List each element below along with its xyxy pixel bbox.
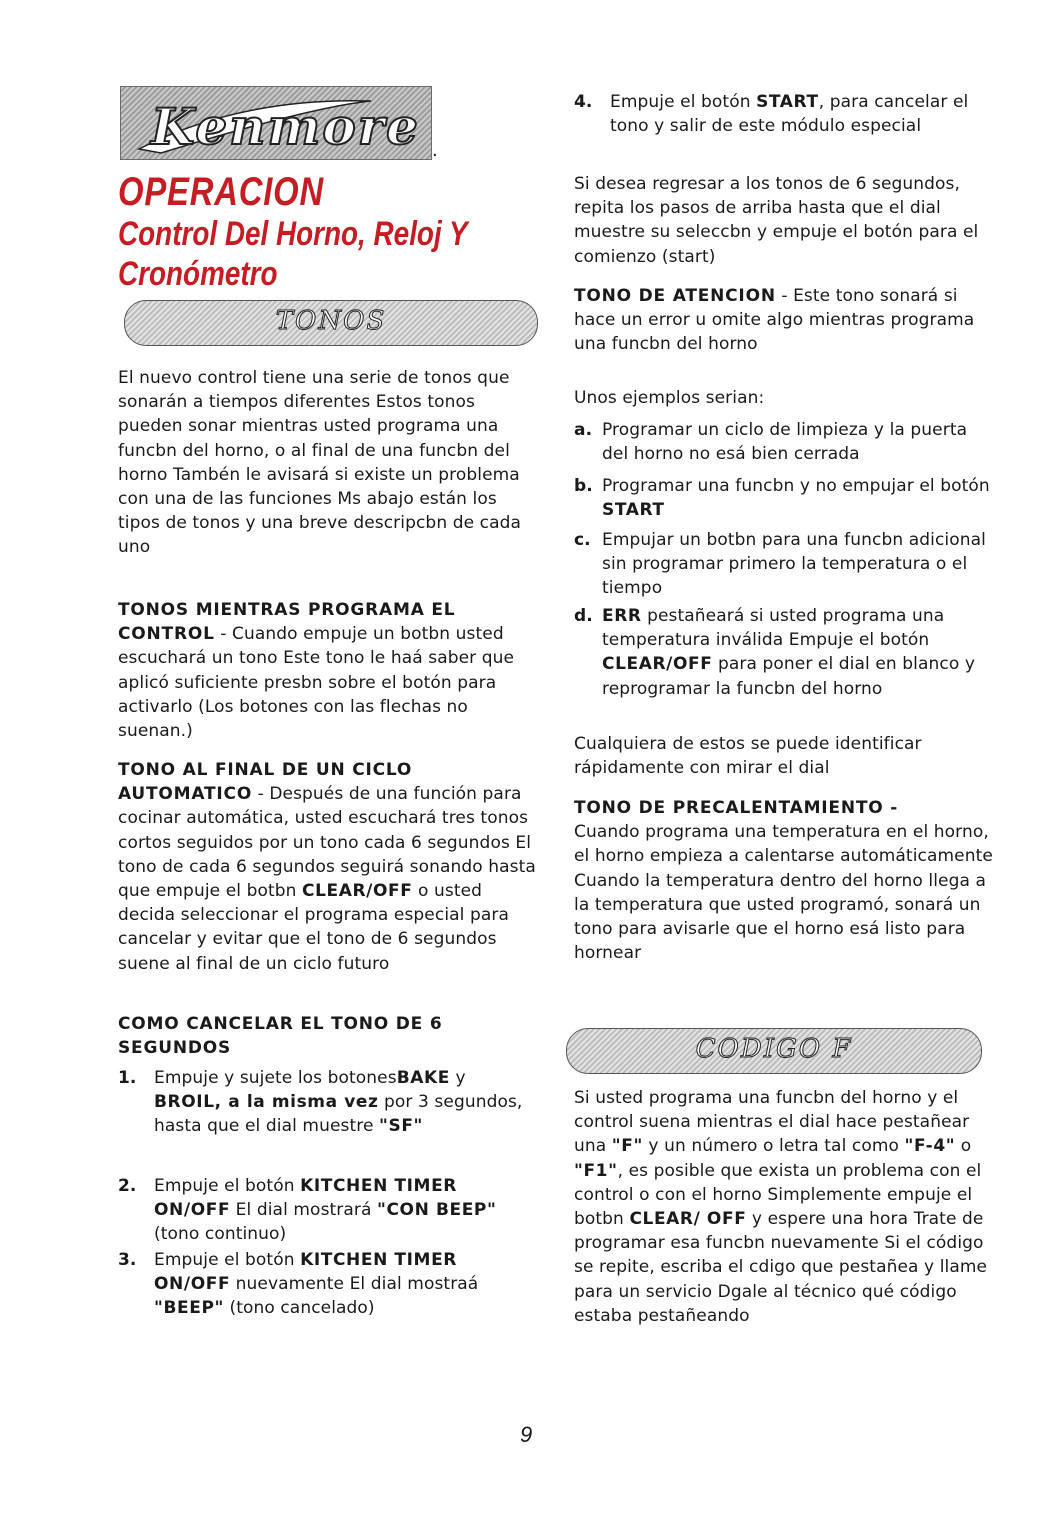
err-label: ERR (602, 606, 642, 626)
step-4 (574, 90, 994, 138)
f4-code-label: "F-4" (904, 1136, 956, 1157)
item-text-part: pestañeará si usted programa una temperatura inválida Empuje el botón (602, 606, 945, 651)
step-text-part: por 3 segundos, hasta que el dial muestre (154, 1092, 523, 1137)
example-a (574, 418, 994, 466)
step-text-part: Empuje el botón (610, 92, 757, 112)
step-text-part: (tono continuo) (154, 1224, 287, 1245)
step-text-part: Empuje el botón (154, 1176, 301, 1196)
item-letter: d. (574, 606, 593, 626)
clear-off-label: CLEAR/ OFF (629, 1209, 747, 1230)
section-text: - Cuando empuje un botbn usted escuchará un tono Este tono le haá saber que aplicó suficiente presbn sobre el botón para activarlo (Los botones con las flechas no suenan.) (118, 624, 515, 742)
heading-dash: - (883, 798, 899, 818)
step-text (118, 1248, 538, 1321)
page-title: OPERACION (118, 170, 325, 214)
step-3 (118, 1248, 538, 1321)
text-part: y un número o letra tal como (642, 1136, 905, 1157)
repeat-paragraph: Si desea regresar a los tonos de 6 segundos, repita los pasos de arriba hasta que el dial muestre su seleccbn y empuje el botón para el comienzo (start) (574, 174, 979, 267)
example-c (574, 528, 994, 601)
con-beep-label: "CON BEEP" (377, 1200, 497, 1221)
step-text-part: y (450, 1068, 466, 1088)
text-part: , es posible que exista un problema con el control o con el horno Simplemente empuje el botbn (574, 1160, 982, 1230)
clear-off-label: CLEAR/OFF (302, 881, 413, 902)
text-part: Si usted programa una funcbn del horno y el control suena mientras el dial hace pestañear una (574, 1088, 970, 1157)
section-tono-final (118, 758, 538, 976)
item-text: Empujar un botbn para una funcbn adicional sin programar primero la temperatura o el tiempo (602, 530, 986, 599)
examples-label: Unos ejemplos serian: (574, 388, 765, 408)
identify-paragraph: Cualquiera de estos se puede identificar rápidamente con mirar el dial (574, 734, 922, 779)
codigo-f-banner (566, 1028, 982, 1074)
step-text-part: nuevamente El dial mostraá (230, 1274, 479, 1295)
sf-label: "SF" (379, 1116, 423, 1137)
step-text-part: , para cancelar el tono y salir de este módulo especial (610, 92, 969, 137)
section-precalentamiento (574, 796, 994, 965)
step-1 (118, 1066, 538, 1139)
step-text (118, 1174, 538, 1247)
item-letter: a. (574, 420, 593, 440)
kitchen-timer-label: KITCHEN TIMER ON/OFF (154, 1250, 457, 1295)
section-heading-cancelar: COMO CANCELAR EL TONO DE 6 SEGUNDOS (118, 1014, 443, 1059)
step-number: 1. (118, 1068, 137, 1088)
item-text-part: para poner el dial en blanco y reprogramar la funcbn del horno (602, 654, 976, 699)
example-d (574, 604, 994, 701)
step-2 (118, 1174, 538, 1247)
item-letter: b. (574, 476, 593, 496)
section-heading: TONOS MIENTRAS PROGRAMA EL CONTROL (118, 600, 456, 645)
codigo-f-banner-label: CODIGO F (695, 1034, 853, 1064)
text-part: y espere una hora Trate de programar esa funcbn nuevamente Si el código se repite, escriba el cdigo que pestañea y llame para un servicio Dgale al técnico qué código estaba pestañeando (574, 1209, 988, 1326)
item-text (574, 604, 994, 701)
item-text: Programar un ciclo de limpieza y la puerta del horno no esá bien cerrada (602, 420, 968, 465)
step-text-part: Empuje el botón (154, 1250, 301, 1270)
kenmore-logo (120, 86, 432, 160)
item-letter: c. (574, 530, 591, 550)
step-text-part: (tono cancelado) (223, 1298, 375, 1319)
step-text (118, 1066, 538, 1139)
step-text (574, 90, 994, 138)
section-text: Cuando programa una temperatura en el horno, el horno empieza a calentarse automáticamente Cuando la temperatura dentro del horno llega a la temperatura que usted programó, sonará un tono para avisarle que el horno esá listo para hornear (574, 822, 993, 964)
logo-dot: . (432, 140, 438, 161)
tonos-banner-label: TONOS (275, 306, 387, 336)
intro-paragraph: El nuevo control tiene una serie de tonos que sonarán a tiempos diferentes Estos tonos pueden sonar mientras usted programa una funcbn del horno, o al final de una funcbn del horno Tambén le avisará si existe un problema con una de las funciones Ms abajo están los tipos de tonos y una breve descripcbn de cada uno (118, 368, 522, 558)
clear-off-label: CLEAR/OFF (602, 654, 713, 675)
step-text-part: Empuje y sujete los botones (154, 1068, 397, 1088)
section-heading: TONO DE PRECALENTAMIENTO (574, 798, 884, 818)
beep-label: "BEEP" (154, 1298, 224, 1319)
section-tonos-programa (118, 598, 538, 743)
start-label: START (756, 92, 819, 112)
section-text: o usted decida seleccionar el programa especial para cancelar y evitar que el tono de 6 segundos suene al final de un ciclo futuro (118, 881, 510, 974)
kitchen-timer-label: KITCHEN TIMER ON/OFF (154, 1176, 457, 1221)
step-number: 4. (574, 92, 593, 112)
example-b (574, 474, 994, 522)
tonos-banner (124, 300, 538, 346)
codigo-f-paragraph (574, 1086, 994, 1328)
item-text (574, 474, 994, 522)
step-number: 2. (118, 1176, 137, 1196)
text-part: o (955, 1136, 972, 1157)
f1-code-label: "F1" (574, 1160, 618, 1181)
logo-wordmark: Kenmore (151, 97, 420, 156)
section-heading: TONO DE ATENCION (574, 286, 776, 306)
page-subtitle: Control Del Horno, Reloj Y Cronómetro (118, 215, 468, 293)
step-number: 3. (118, 1250, 137, 1270)
section-tono-atencion (574, 284, 994, 357)
item-text-part: Programar una funcbn y no empujar el botón (602, 476, 990, 496)
page-number: 9 (520, 1422, 533, 1447)
broil-label: BROIL, a la misma vez (154, 1092, 379, 1113)
f-code-label: "F" (611, 1136, 643, 1157)
section-text: - Después de una función para cocinar automática, usted escuchará tres tonos cortos seguidos por un tono cada 6 segundos El tono de cada 6 segundos seguirá sonando hasta que empuje el botbn (118, 784, 536, 902)
section-text: - Este tono sonará si hace un error u omite algo mientras programa una funcbn del horno (574, 286, 975, 355)
step-text-part: El dial mostrará (230, 1200, 378, 1221)
section-heading: TONO AL FINAL DE UN CICLO AUTOMATICO (118, 760, 413, 805)
bake-label: BAKE (396, 1068, 451, 1088)
start-label: START (602, 500, 665, 521)
